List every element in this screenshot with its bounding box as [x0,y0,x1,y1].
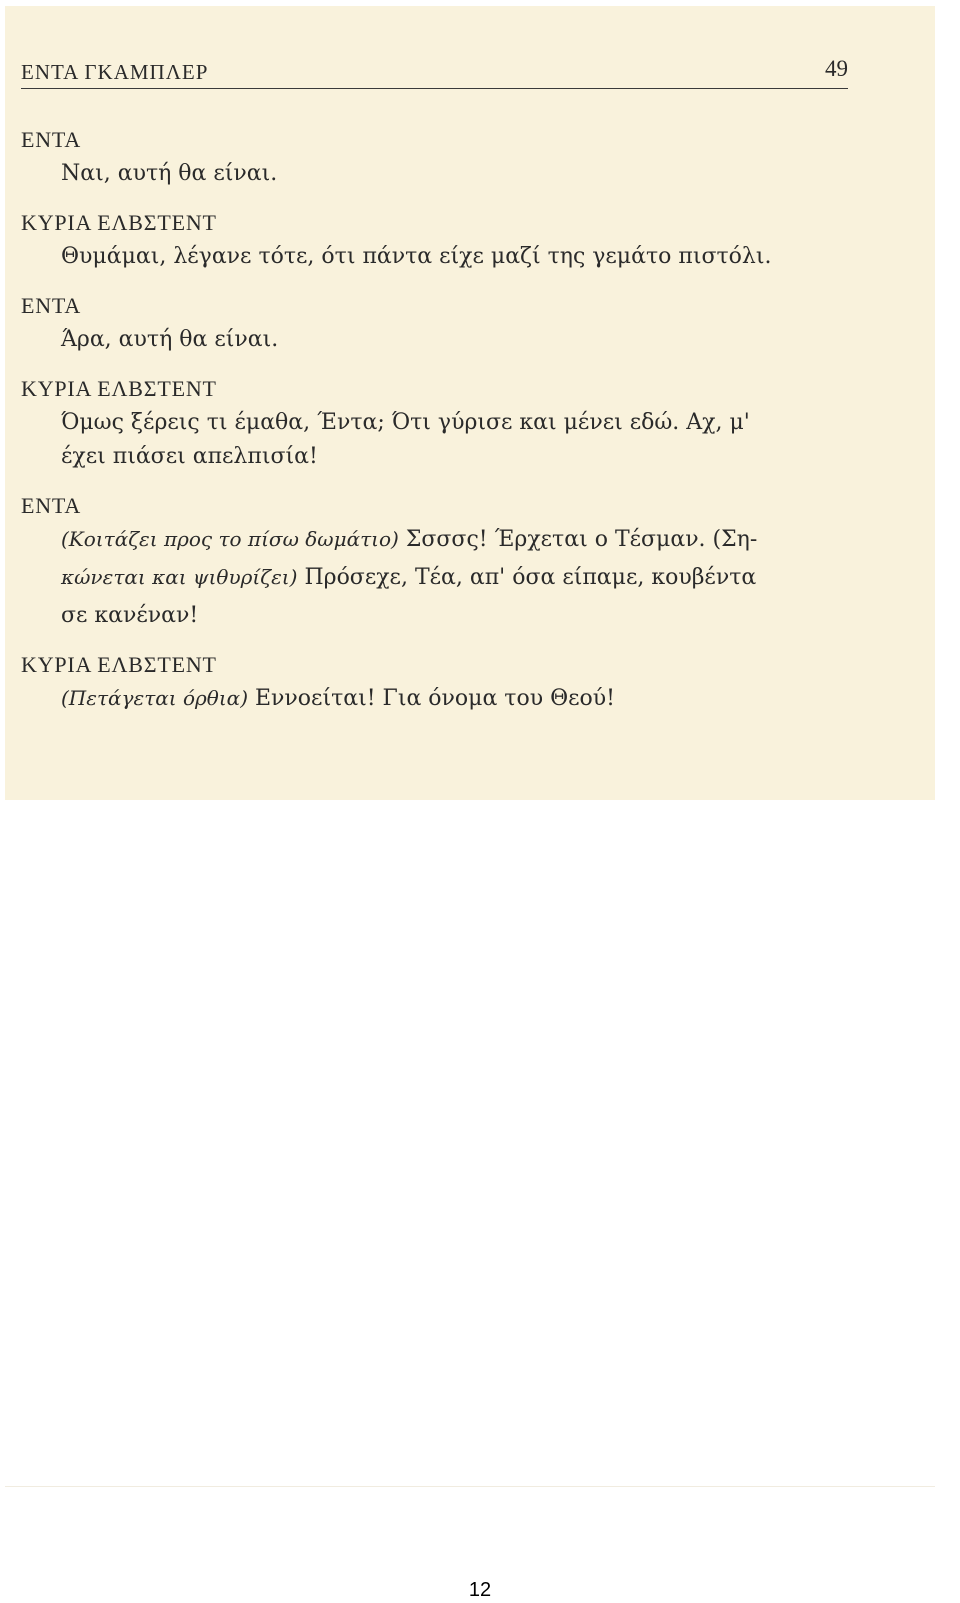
dialogue-entry [21,126,851,192]
speech-line: Άρα, αυτή θα είναι. [61,327,279,352]
speaker-name: ΚΥΡΙΑ ΕΛΒΣΤΕΝΤ [21,376,217,401]
speech-line: Όμως ξέρεις τι έμαθα, Έντα; Ότι γύρισε και μένει εδώ. Αχ, μ' [61,410,750,435]
speech-text: Πρόσεχε, Τέα, απ' όσα είπαμε, κουβέντα [297,565,757,590]
speaker-name: ΕΝΤΑ [21,127,82,152]
play-dialogue [21,126,851,734]
speech-line: Θυμάμαι, λέγανε τότε, ότι πάντα είχε μαζί της γεμάτο πιστόλι. [61,244,772,269]
running-header [21,50,848,89]
speaker-name: ΕΝΤΑ [21,493,82,518]
speech-line: Ναι, αυτή θα είναι. [61,161,278,186]
dialogue-entry [21,375,851,475]
running-header-title: ΕΝΤΑ ΓΚΑΜΠΛΕΡ [21,60,209,84]
footer-divider [5,1486,935,1487]
dialogue-entry [21,209,851,275]
dialogue-entry [21,651,851,717]
speech-text: Εννοείται! Για όνομα του Θεού! [248,686,615,711]
speech-line [61,559,851,596]
speech-line [61,521,851,558]
stage-direction: (Κοιτάζει προς το πίσω δωμάτιο) [61,527,399,551]
stage-direction: (Πετάγεται όρθια) [61,686,248,710]
speaker-name: ΚΥΡΙΑ ΕΛΒΣΤΕΝΤ [21,652,217,677]
speech-line [61,680,851,717]
dialogue-entry [21,492,851,634]
scanned-book-page [5,6,935,800]
book-page-number: 49 [825,56,848,81]
speech-line: έχει πιάσει απελπισία! [61,444,318,469]
speaker-name: ΚΥΡΙΑ ΕΛΒΣΤΕΝΤ [21,210,217,235]
speech-text: Σσσσς! Έρχεται ο Τέσμαν. (Ση- [398,527,758,552]
speech-line: σε κανέναν! [61,603,199,628]
document-page-number: 12 [468,1579,492,1601]
dialogue-entry [21,292,851,358]
speaker-name: ΕΝΤΑ [21,293,82,318]
stage-direction: κώνεται και ψιθυρίζει) [61,565,298,589]
